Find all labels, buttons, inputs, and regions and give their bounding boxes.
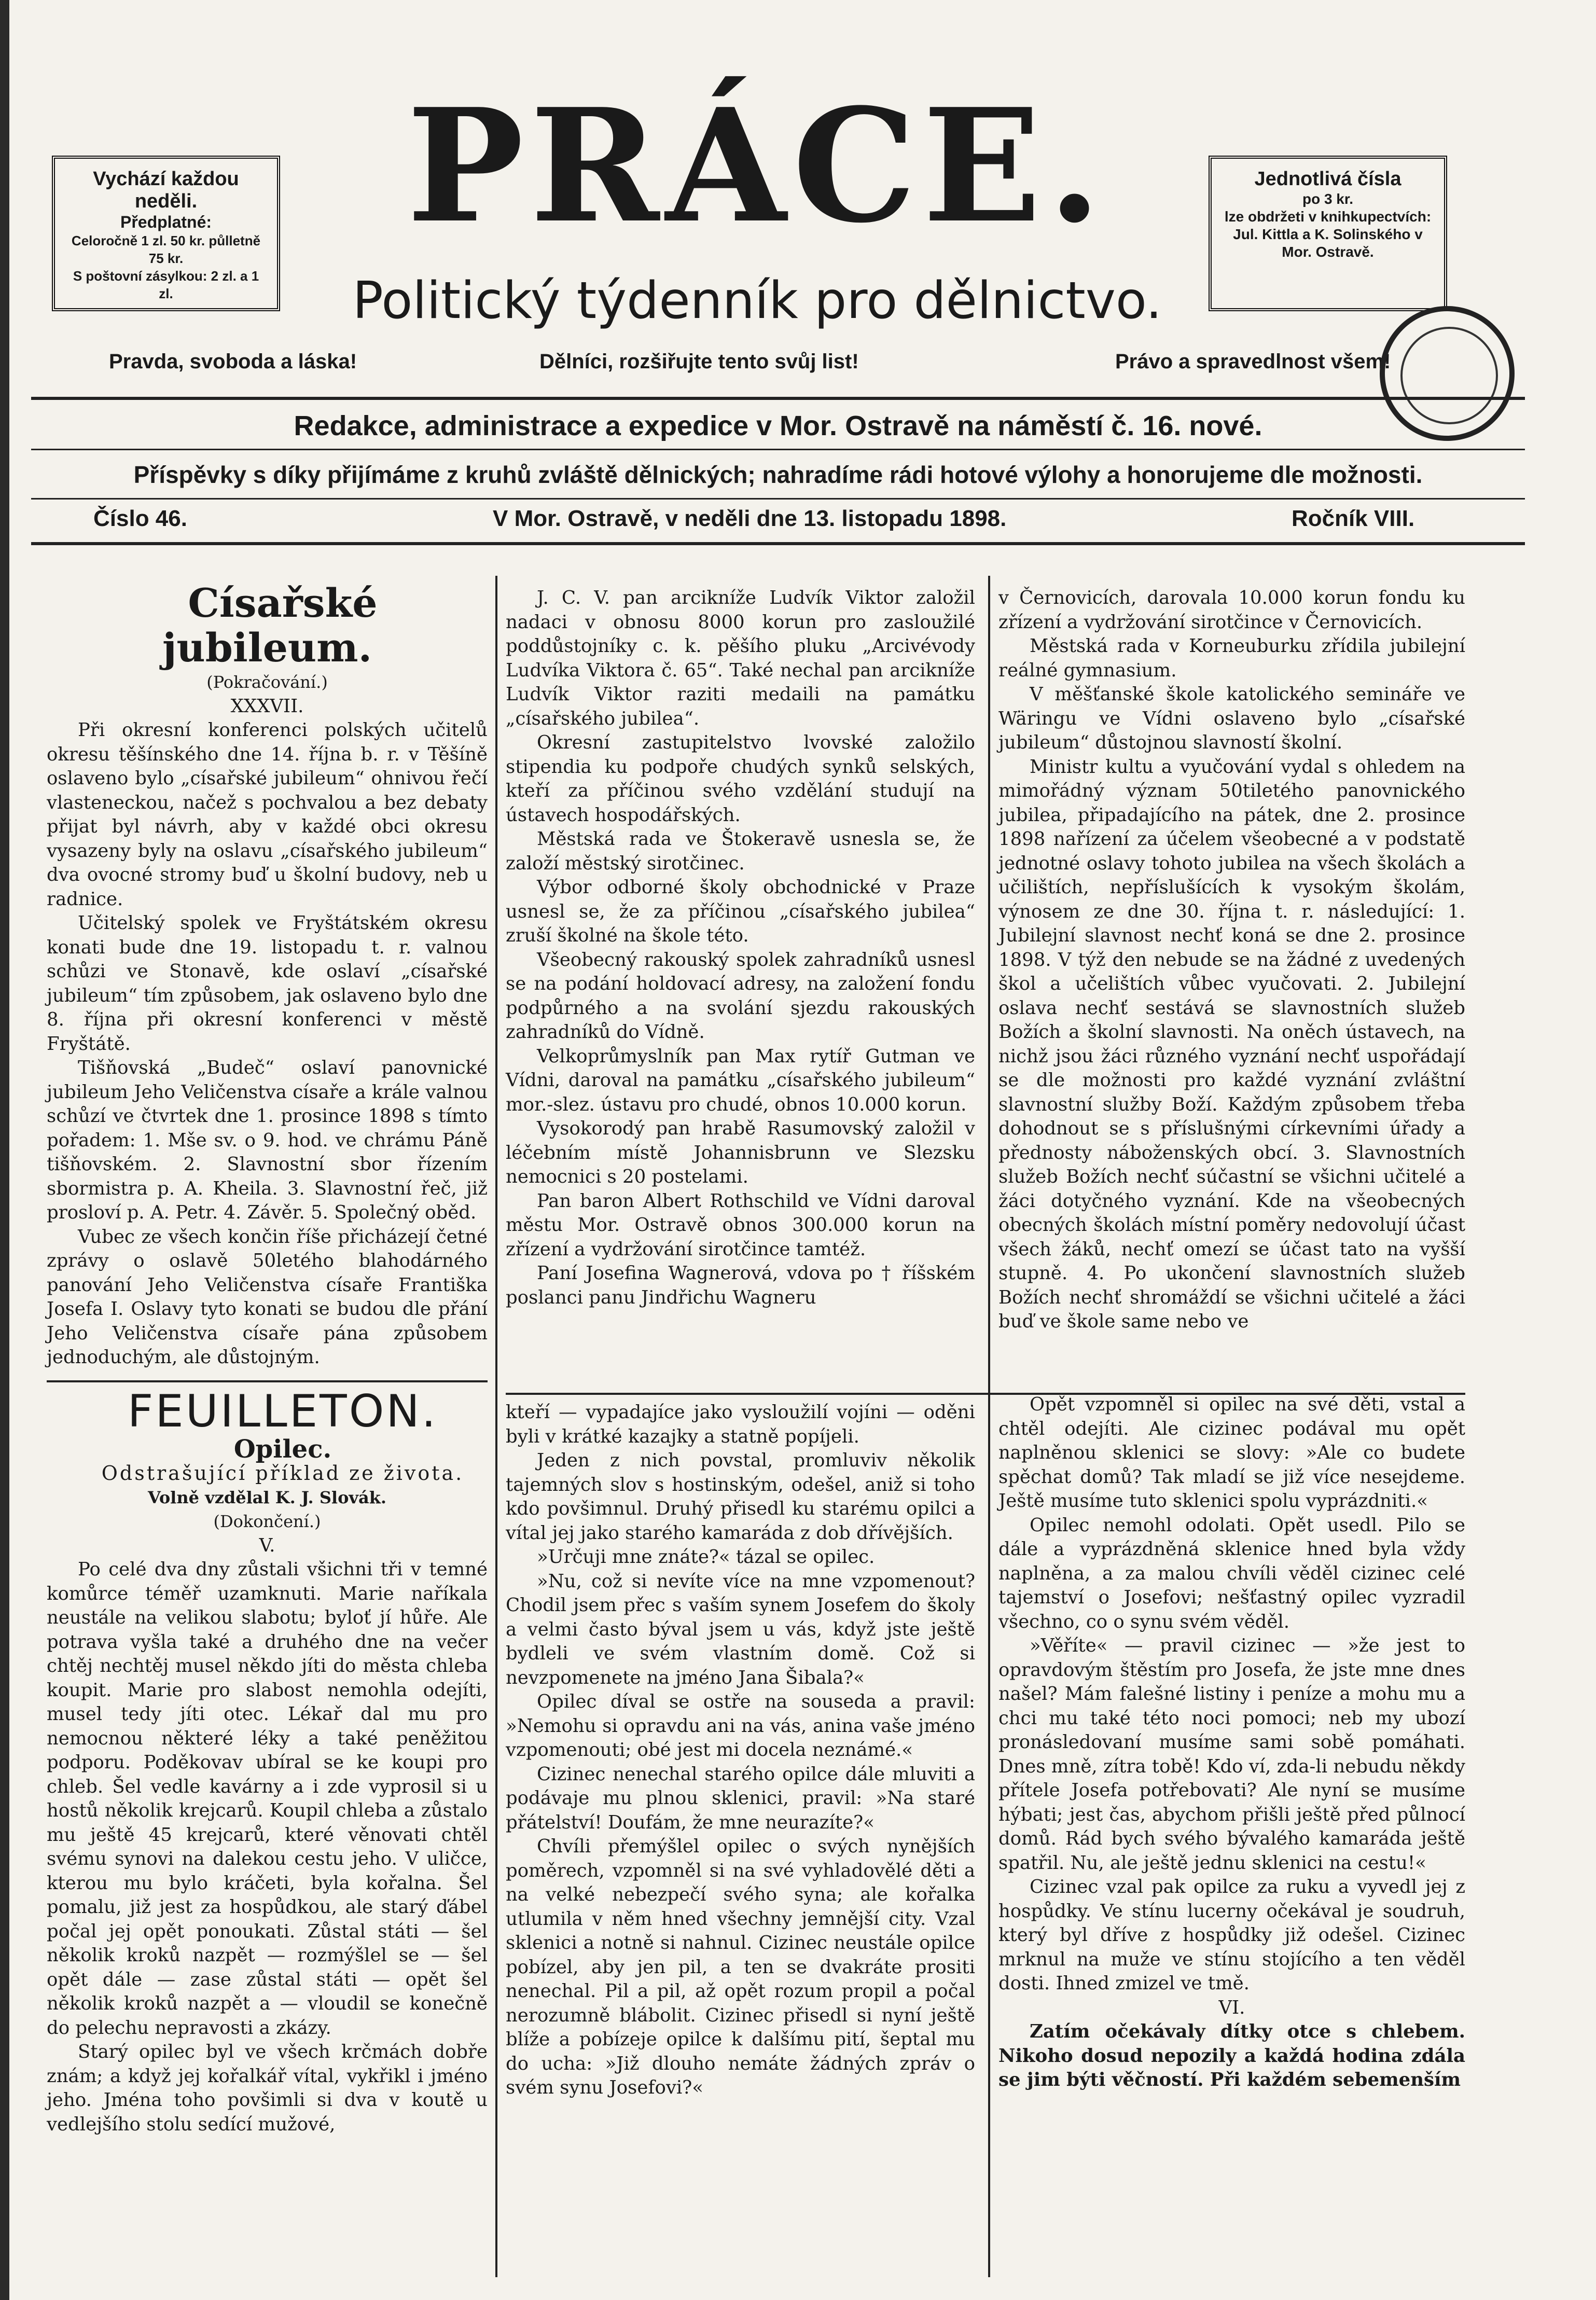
- paragraph: Tišňovská „Budeč“ oslaví panovnické jubileum Jeho Veličenstva císaře a krále valnou schůzí ve čtvrtek dne 1. prosince 1898 s tímto pořadem: 1. Mše sv. o 9. hod. ve chrámu Páně tišňovském. 2. Slavnostní sbor řízením sbormistra p. A. Kheila. 3. Slavnostní řeč, již prosloví p. A. Petr. 4. Závěr. 5. Společný oběd.: [47, 1057, 488, 1223]
- editorial-address: Redakce, administrace a expedice v Mor. Ostravě na náměstí č. 16. nové.: [294, 410, 1262, 441]
- paragraph: Městská rada ve Štokeravě usnesla se, že založí městský sirotčinec.: [506, 828, 975, 874]
- feuilleton-subtitle: Odstrašující příklad ze života.: [101, 1462, 464, 1485]
- motto-left: Pravda, svoboda a láska!: [109, 350, 357, 373]
- motto-center: Dělníci, rozšiřujte tento svůj list!: [539, 350, 859, 373]
- subscription-price: Celoročně 1 zl. 50 kr. půlletně 75 kr.: [71, 233, 261, 266]
- section-rule: [47, 1380, 488, 1382]
- column-3: [998, 586, 1465, 1334]
- paragraph: v Černovicích, darovala 10.000 korun fondu ku zřízení a vydržování sirotčince v Černovicích.: [998, 587, 1465, 633]
- divider: [31, 498, 1525, 500]
- single-copy-label: Jednotlivá čísla: [1254, 168, 1401, 190]
- column-rule: [495, 576, 497, 2277]
- feuilleton-section-v: V.: [259, 1534, 275, 1556]
- feuilleton-column-2: [506, 1401, 975, 2100]
- paragraph: »Věříte« — pravil cizinec — »že jest to opravdovým štěstím pro Josefa, že jste mne dnes našel? Mám falešné listiny i peníze a mohu mu a chci mu také této noci pomoci; neb my ubozí pronásledovaní musíme sami sobě pomáhati. Dnes mně, zítra tobě! Kdo ví, zda-li nebudu někdy přítele Josefa potřebovati? Ale nyní se musíme hýbati; jest čas, abychom přišli ještě před půlnocí domů. Rád bych svého bývalého kamaráda ještě spatřil. Nu, ale ještě jednu sklenici na cestu!«: [998, 1635, 1465, 1874]
- paragraph: Opět vzpomněl si opilec na své děti, vstal a chtěl odejíti. Ale cizinec podával mu opět naplněnou sklenici se slovy: »Ale co budete spěchat domů? Tak mladí se již více nesejdeme. Ještě musíme tuto sklenici spolu vyprázdniti.«: [998, 1394, 1465, 1512]
- paragraph: Chvíli přemýšlel opilec o svých nynějších poměrech, vzpomněl si na své vyhladovělé děti a na velké nebezpečí svého syna; ale kořalka utlumila v něm hned všechny jemnější city. Vzal sklenici a notně si nahnul. Cizinec neustále opilce pobízel, aby jen pil, a ten se dvakráte prositi nenechal. Pil a pil, až opět rozum propil a počal nerozumně blábolit. Cizinec přisedl si nyní ještě blíže a pobízeje opilce k dalšímu pití, šeptal mu do ucha: »Již dlouho nemáte žádných zpráv o svém synu Josefovi?«: [506, 1836, 975, 2098]
- newspaper-title: PRÁCE.: [407, 74, 1108, 257]
- column-1: [47, 581, 488, 2137]
- feuilleton-column-3: [998, 1393, 1465, 2093]
- volume-number: Ročník VIII.: [1292, 506, 1415, 531]
- paragraph: »Nu, což si nevíte více na mne vzpomenout? Chodil jsem přec s vaším synem Josefem do školy a velmi často býval jsem u vás, když jste ještě bydleli ve svém vlastním domě. Což si nevzpomenete na jméno Jana Šibala?«: [506, 1570, 975, 1688]
- paragraph: Starý opilec byl ve všech krčmách dobře znám; a když jej kořalkář vítal, vykřikl i jméno jeho. Jména toho povšimli si dva v koutě u vedlejšího stolu sedící mužové,: [47, 2041, 488, 2135]
- paragraph: Ministr kultu a vyučování vydal s ohledem na mimořádný význam 50tiletého panovnického jubilea, připadajícího na pátek, dne 2. prosince 1898 nařízení za účelem všeobecné a v podstatě jednotné oslavy tohoto jubilea na všech školách a učilištích, nepříslušících k vysokým školám, výnosem ze dne 30. října t. r. následující: 1. Jubilejní slavnost nechť koná se dne 2. prosince 1898. V týž den nebude se na žádné z uvedených škol a učelištích vůbec vyučovati. 2. Jubilejní oslava nechť sestává se slavnostních služeb Božích a školní slavnosti. Na oněch ústavech, na nichž jsou žáci různého vyznání nechť uspořádají se dle možnosti pro každé vyznání zvláštní slavnostní služby Boží. Každým způsobem třeba dohodnout se s příslušnými církevními úřady a přednosty náboženských obcí. 3. Slavnostních služeb Božích nechť súčastní se všichni učitelé a žáci dotyčného vyznání. Kde na všeobecných obecných školách místní poměry nedovolují účast všech žáků, nechť omezí se účast tato na vyšší stupně. 4. Po ukončení slavnostních služeb Božích nechť shromáždí se všichni učitelé a žáci buď ve škole same nebo ve: [998, 756, 1465, 1332]
- feuilleton-concluded: (Dokončení.): [213, 1512, 321, 1531]
- feuilleton-title: Opilec.: [233, 1434, 332, 1464]
- paragraph: J. C. V. pan arcikníže Ludvík Viktor založil nadaci v obnosu 8000 korun pro zasloužilé poddůstojníky c. k. pěšího pluku „Arcivévody Ludvíka Viktora č. 65“. Také nechal pan arcikníže Ludvík Viktor raziti medaili na památku „císařského jubilea“.: [506, 587, 975, 729]
- newspaper-subtitle: Politický týdenník pro dělnictvo.: [352, 271, 1162, 330]
- paragraph: Vubec ze všech končin říše přicházejí četné zprávy o oslavě 50letého blahodárného panování Jeho Veličenstva císaře Františka Josefa I. Oslavy tyto konati se budou dle přání Jeho Veličenstva císaře pána způsobem jednoduchým, ale důstojným.: [47, 1226, 488, 1368]
- divider: [31, 449, 1525, 450]
- single-copy-box: [1209, 156, 1447, 311]
- subscription-label: Předplatné:: [120, 213, 212, 231]
- paragraph: Při okresní konferenci polských učitelů okresu těšínského dne 14. října b. r. v Těšíně oslaveno bylo „císařské jubileum“ ohnivou řečí vlasteneckou, načež s pochvalou a bez debaty přijat byl návrh, aby v každé obci okresu vysazeny byly na oslavu „císařského jubileum“ dva ovocné stromy buď u školní budovy, neb u radnice.: [47, 719, 488, 910]
- issue-date: V Mor. Ostravě, v neděli dne 13. listopadu 1898.: [493, 506, 1007, 531]
- paragraph: Pan baron Albert Rothschild ve Vídni daroval městu Mor. Ostravě obnos 300.000 korun na zřízení a vydržování sirotčince tamtéž.: [506, 1190, 975, 1260]
- scan-edge: [0, 0, 9, 2300]
- paragraph: Učitelský spolek ve Fryštátském okresu konati bude dne 19. listopadu t. r. valnou schůzi ve Stonavě, kde oslaví „císařské jubileum“ tím způsobem, jak oslaveno bylo dne 8. října při okresní konferenci v městě Fryštátě.: [47, 912, 488, 1055]
- divider: [31, 397, 1525, 400]
- paragraph: Vysokorodý pan hrabě Rasumovský založil v léčebním místě Johannisbrunn ve Slezsku nemocnici s 20 postelami.: [506, 1118, 975, 1187]
- paragraph: Opilec díval se ostře na souseda a pravil: »Nemohu si opravdu ani na vás, anina vaše jméno vzpomenouti; obé jest mi docela neznámé.«: [506, 1691, 975, 1761]
- paragraph: Cizinec vzal pak opilce za ruku a vyvedl jej z hospůdky. Ve stínu lucerny očekával je soudruh, který byl dříve z hospůdky již odešel. Cizinec mrknul na muže ve stínu stojícího a ten věděl dosti. Ihned zmizel ve tmě.: [998, 1876, 1465, 1994]
- article-title: Císařské jubileum.: [162, 580, 378, 671]
- column-rule: [988, 576, 990, 2277]
- single-copy-price: po 3 kr.: [1302, 191, 1354, 207]
- bookstores-label: lze obdržeti v knihkupectvích:: [1224, 209, 1432, 225]
- paragraph: Cizinec nenechal starého opilce dále mluviti a podávaje mu plnou sklenici, pravil: »Na staré přátelství! Doufám, že mne neurazíte?«: [506, 1763, 975, 1833]
- issue-number: Číslo 46.: [93, 506, 187, 531]
- subscription-box: [52, 156, 280, 311]
- contributions-notice: Příspěvky s díky přijímáme z kruhů zvláště dělnických; nahradíme rádi hotové výlohy a honorujeme dle možnosti.: [133, 461, 1423, 488]
- paragraph: Zatím očekávaly dítky otce s chlebem. Nikoho dosud nepozily a každá hodina zdála se jim býti věčností. Při každém sebemenším: [998, 2021, 1465, 2090]
- article-section: XXXVII.: [230, 695, 304, 717]
- paragraph: Velkoprůmyslník pan Max rytíř Gutman ve Vídni, daroval na památku „císařského jubileum“ mor.-slez. ústavu pro chudé, obnos 10.000 korun.: [506, 1045, 975, 1115]
- feuilleton-author: Volně vzdělal K. J. Slovák.: [147, 1487, 387, 1507]
- paragraph: Městská rada v Korneuburku zřídila jubilejní reálné gymnasium.: [998, 635, 1465, 681]
- column-2: [506, 586, 975, 1310]
- feuilleton-heading: FEUILLETON.: [127, 1385, 438, 1437]
- feuilleton-section-vi: VI.: [1218, 1997, 1245, 2018]
- publishing-day: Vychází každou neděli.: [93, 168, 239, 212]
- bookstores-names: Jul. Kittla a K. Solinského v Mor. Ostravě.: [1233, 226, 1423, 260]
- paragraph: Jeden z nich povstal, promluviv několik tajemných slov s hostinským, odešel, aniž si toho kdo povšimnul. Druhý přisedl ku starému opilci a vítal jej jako starého kamaráda z dob dřívějších.: [506, 1450, 975, 1544]
- postal-price: S poštovní zásylkou: 2 zl. a 1 zl.: [73, 268, 259, 301]
- article-continued: (Pokračování.): [206, 672, 328, 692]
- divider: [31, 542, 1525, 545]
- paragraph: »Určuji mne znáte?« tázal se opilec.: [537, 1546, 875, 1568]
- motto-right: Právo a spravedlnost všem!: [1115, 350, 1391, 373]
- paragraph: Opilec nemohl odolati. Opět usedl. Pilo se dále a vyprázdněná sklenice hned byla vždy naplněna, a za malou chvíli věděl cizinec celé tajemství o Josefovi; nešťastný opilec vyzradil všechno, co o synu svém věděl.: [998, 1514, 1465, 1632]
- paragraph: Po celé dva dny zůstali všichni tři v temné komůrce téměř uzamknuti. Marie naříkala neustále na velikou slabotu; byloť jí hůře. Ale potrava vyšla také a druhého dne na večer chtěj nechtěj musel někdo jíti do města chleba koupit. Marie pro slabost nemohla odejíti, musel tedy jíti otec. Lékař dal mu pro nemocnou některé léky a také peněžitou podporu. Poděkovav ubíral se ke koupi pro chleb. Šel vedle kavárny a i zde vyprosil si u hostů několik krejcarů. Koupil chleba a zůstalo mu ještě 45 krejcarů, které věnovati chtěl svému synovi na dalekou cestu jeho. V uličce, kterou mu bylo kráčeti, byla kořalna. Šel pomalu, již jest za hospůdkou, ale starý ďábel počal jej opět ponoukati. Zůstal státi — šel několik kroků nazpět — rozmýšlel se — šel opět dále — zase zůstal státi — opět šel několik kroků nazpět a — vloudil se konečně do pelechu nepravosti a zkázy.: [47, 1559, 488, 2039]
- paragraph: kteří — vypadajíce jako vysloužilí vojíni — oděni byli v krátké kazajky a statně popíjeli.: [506, 1402, 975, 1447]
- paragraph: Okresní zastupitelstvo lvovské založilo stipendia ku podpoře chudých synků selských, kteří za příčinou svého vzdělání studují na ústavech hospodářských.: [506, 732, 975, 826]
- paragraph: V měšťanské škole katolického semináře ve Wäringu ve Vídni oslaveno bylo „císařské jubileum“ důstojnou slavností školní.: [998, 684, 1465, 753]
- paragraph: Všeobecný rakouský spolek zahradníků usnesl se na podání holdovací adresy, na založení fondu podpůrného a na svolání sjezdu rakouských zahradníků do Vídně.: [506, 949, 975, 1043]
- paragraph: Výbor odborné školy obchodnické v Praze usnesl se, že za příčinou „císařského jubilea“ zruší školné na škole této.: [506, 877, 975, 946]
- paragraph: Paní Josefina Wagnerová, vdova po † říšském poslanci panu Jindřichu Wagneru: [506, 1263, 975, 1308]
